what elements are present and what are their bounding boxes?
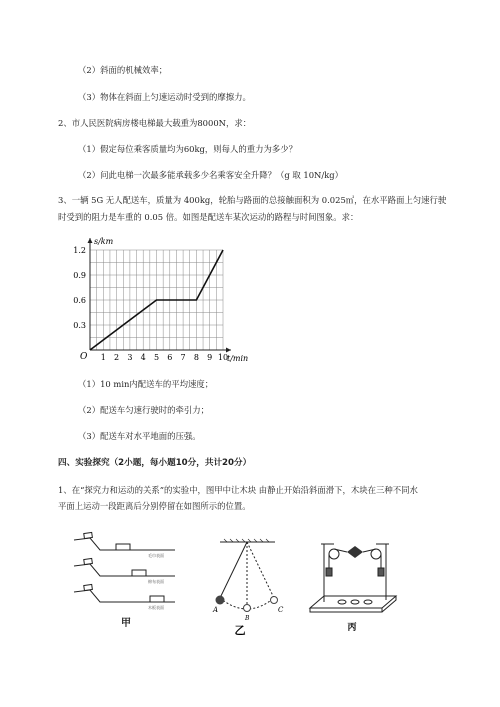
pendulum-bob-a bbox=[216, 596, 225, 605]
experiment-1-stem-line-1: 1、在“探究力和运动的关系”的实验中，图甲中让木块 由静止开始沿斜面滑下，木块在三种不同水 bbox=[58, 485, 418, 495]
question-3-stem-line-1: 3、一辆 5G 无人配送车，质量为 400kg，轮胎与路面的总接触面积为 0.025㎡，在水平路面上匀速行驶 bbox=[58, 195, 447, 205]
point-label-b: B bbox=[245, 615, 250, 622]
pendulum-bob-b bbox=[244, 605, 251, 612]
x-tick-label: 8 bbox=[193, 353, 199, 362]
y-axis-arrow bbox=[88, 238, 93, 243]
figure-jia-incline bbox=[70, 530, 185, 630]
question-2-part-1: （1）假定每位乘客质量均为60kg，则每人的重力为多少？ bbox=[78, 144, 298, 154]
point-label-c: C bbox=[278, 606, 284, 614]
section-4-heading: 四、实验探究（2小题，每小题10分，共计20分） bbox=[58, 458, 252, 468]
question-2-part-2: （2）问此电梯一次最多能承载多少名乘客安全升降？（g 取 10N/kg） bbox=[78, 170, 344, 180]
x-tick-label: 6 bbox=[167, 353, 173, 362]
distance-time-chart bbox=[62, 234, 249, 364]
x-tick-label: 9 bbox=[207, 353, 213, 362]
figure-jia-caption: 甲 bbox=[121, 618, 131, 629]
question-3-part-1: （1）10 min内配送车的平均速度； bbox=[78, 379, 214, 389]
question-3-stem-line-2: 时受到的阻力是车重的 0.05 倍。如图是配送车某次运动的路程与时间图象。求： bbox=[58, 212, 359, 222]
surface-label-towel: 毛巾表面 bbox=[148, 553, 164, 558]
figure-yi-caption: 乙 bbox=[234, 624, 246, 637]
x-tick-label: 5 bbox=[153, 353, 160, 362]
x-tick-label: 3 bbox=[127, 353, 133, 362]
chart-y-axis-label: s/km bbox=[94, 237, 114, 246]
y-tick-label: 1.2 bbox=[73, 246, 86, 255]
x-tick-label: 7 bbox=[180, 353, 186, 362]
figure-bing-caption: 丙 bbox=[347, 623, 357, 633]
point-label-a: A bbox=[213, 606, 219, 614]
figure-yi-pendulum bbox=[200, 538, 295, 636]
chart-x-axis-label: t/min bbox=[227, 354, 249, 363]
y-tick-label: 0.6 bbox=[73, 296, 86, 305]
x-tick-label: 10 bbox=[217, 353, 229, 362]
y-tick-label: 0.9 bbox=[73, 271, 86, 280]
x-axis-arrow bbox=[226, 348, 231, 353]
card-piece bbox=[347, 546, 363, 558]
x-tick-label: 2 bbox=[114, 353, 120, 362]
question-3-part-3: （3）配送车对水平地面的压强。 bbox=[78, 431, 201, 441]
question-3-part-2: （2）配送车匀速行驶时的牵引力； bbox=[78, 405, 209, 415]
x-tick-label: 1 bbox=[100, 353, 106, 362]
y-tick-label: 0.3 bbox=[73, 321, 86, 330]
question-part-2: （2）斜面的机械效率； bbox=[78, 65, 168, 75]
question-2-stem: 2、市人民医院病房楼电梯最大载重为8000N，求： bbox=[58, 118, 252, 128]
surface-label-wood: 木板表面 bbox=[148, 605, 164, 610]
figure-bing-apparatus bbox=[302, 530, 402, 636]
question-part-3: （3）物体在斜面上匀速运动时受到的摩擦力。 bbox=[78, 92, 251, 102]
x-tick-label: 4 bbox=[140, 353, 146, 362]
pendulum-bob-c bbox=[271, 597, 278, 604]
surface-label-cotton: 棉布表面 bbox=[148, 579, 164, 584]
experiment-1-stem-line-2: 平面上运动一段距离后分别停留在如图所示的位置。 bbox=[58, 501, 251, 511]
chart-origin-label: O bbox=[80, 352, 88, 362]
